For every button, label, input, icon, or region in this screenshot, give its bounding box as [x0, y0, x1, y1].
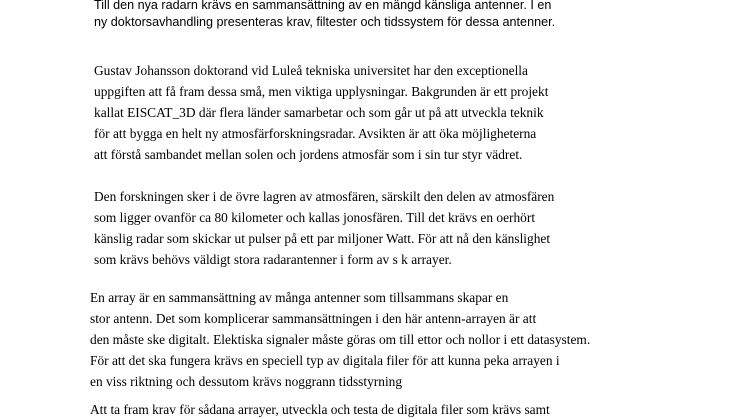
paragraph-1-line: för att bygga en helt ny atmosfärforskningsradar. Avsikten är att öka möjligheterna: [94, 126, 537, 141]
paragraph-4-line: Att ta fram krav för sådana arrayer, utveckla och testa de digitala filer som krävs samt: [90, 402, 550, 417]
intro-line: ny doktorsavhandling presenteras krav, filtester och tidssystem för dessa antenner.: [94, 15, 556, 29]
paragraph-1-line: Gustav Johansson doktorand vid Luleå tekniska universitet har den exceptionella: [94, 63, 528, 78]
paragraph-2-line: som krävs behövs väldigt stora radarantenner i form av s k arrayer.: [94, 252, 452, 267]
paragraph-3-line: en viss riktning och dessutom krävs noggrann tidsstyrning: [90, 374, 403, 389]
paragraph-2-line: Den forskningen sker i de övre lagren av atmosfären, särskilt den delen av atmosfären: [94, 189, 555, 204]
paragraph-1-line: att förstå sambandet mellan solen och jordens atmosfär som i sin tur styr vädret.: [94, 147, 523, 162]
paragraph-3-line: den måste ske digitalt. Elektiska signaler måste göras om till ettor och nollor i ett datasystem.: [90, 332, 591, 347]
paragraph-3-line: För att det ska fungera krävs en speciell typ av digitala filer för att kunna peka arrayen i: [90, 353, 560, 368]
paragraph-2-line: som ligger ovanför ca 80 kilometer och kallas jonosfären. Till det krävs en oerhört: [94, 210, 536, 225]
paragraph-1-line: kallat EISCAT_3D där flera länder samarbetar och som går ut på att utveckla teknik: [94, 105, 544, 120]
paragraph-3-line: En array är en sammansättning av många antenner som tillsammans skapar en: [90, 290, 509, 305]
intro-line: Till den nya radarn krävs en sammansättning av en mängd känsliga antenner. I en: [94, 0, 552, 12]
paragraph-3-line: stor antenn. Det som komplicerar sammansättningen i den här antenn-arrayen är att: [90, 311, 537, 326]
paragraph-1-line: uppgiften att få fram dessa små, men viktiga upplysningar. Bakgrunden är ett projekt: [94, 84, 549, 99]
paragraph-2-line: känslig radar som skickar ut pulser på ett par miljoner Watt. För att nå den känslighet: [94, 231, 551, 246]
